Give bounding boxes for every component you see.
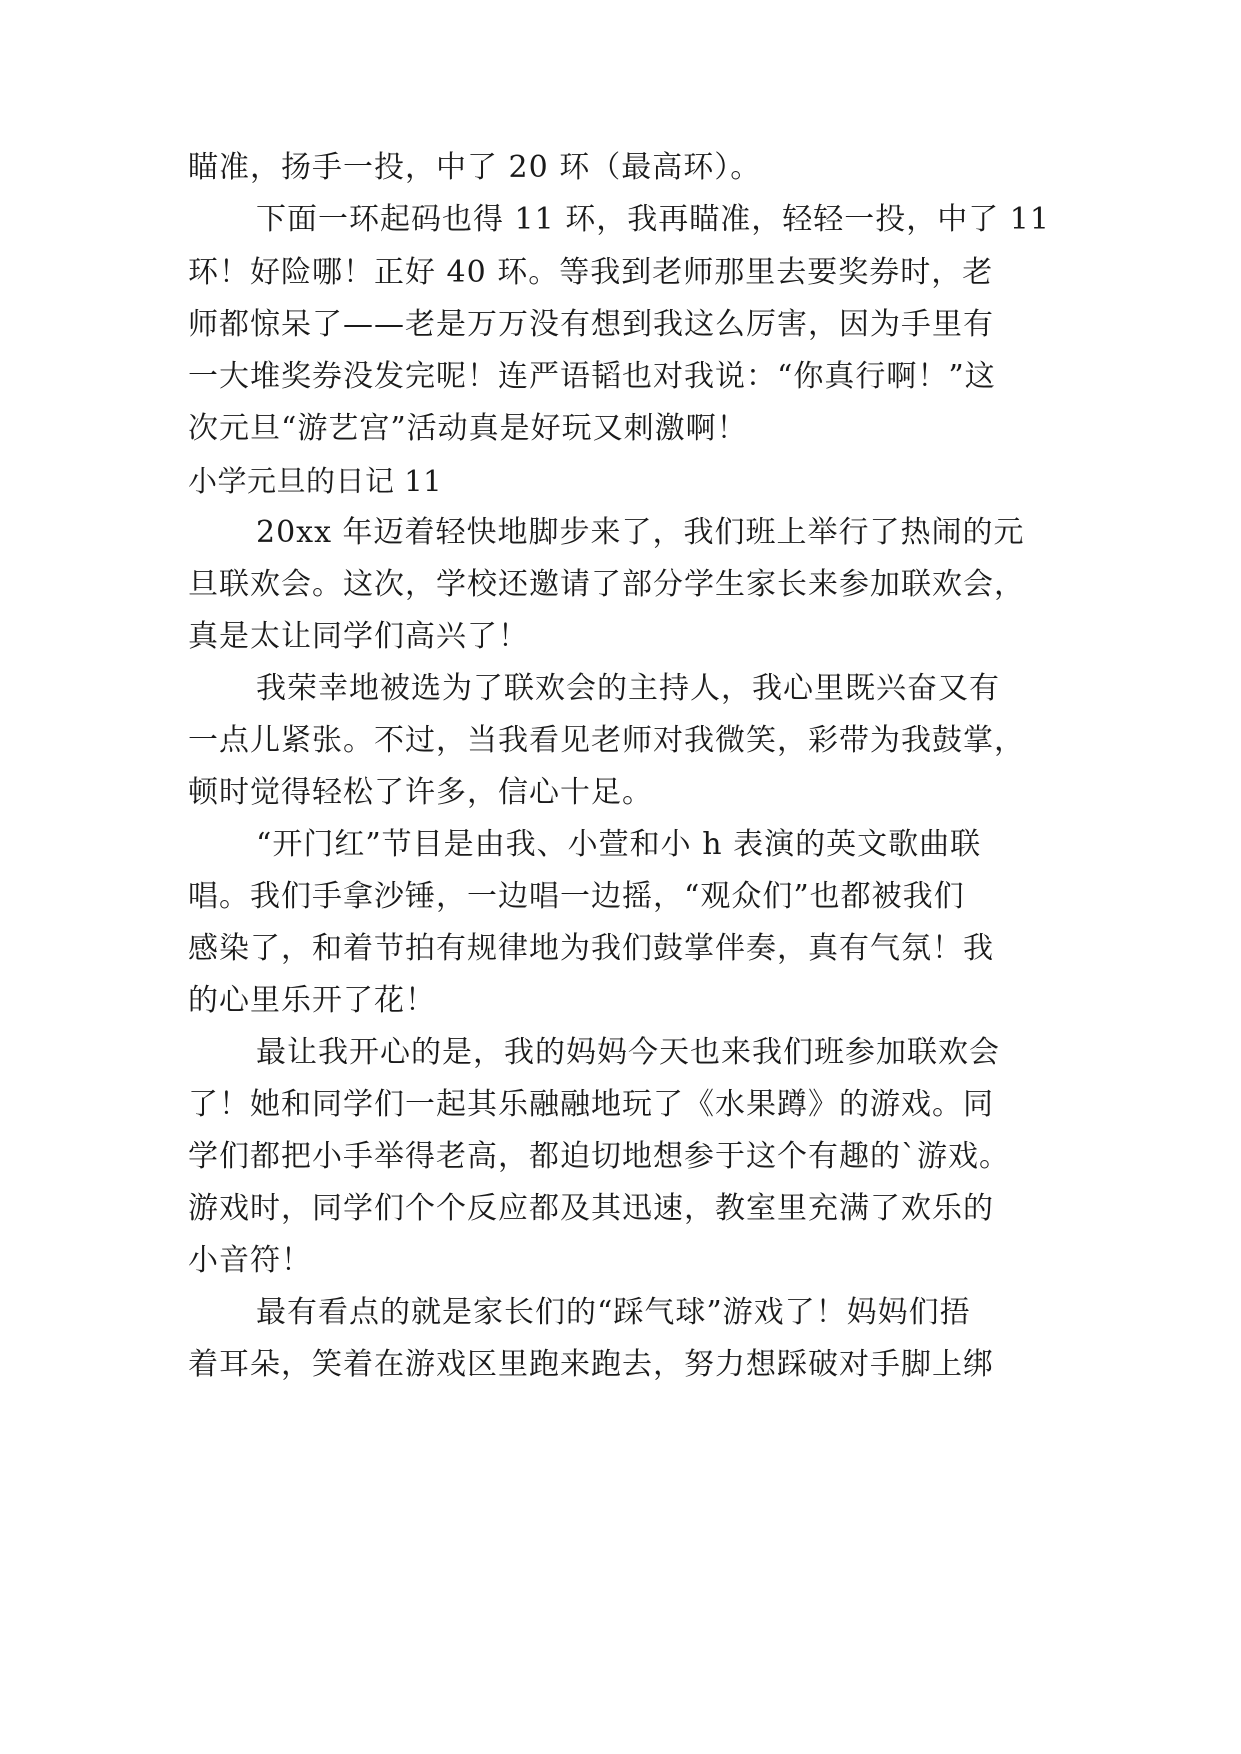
text-line: 我荣幸地被选为了联欢会的主持人，我心里既兴奋又有 — [256, 671, 1000, 706]
text-line: 真是太让同学们高兴了！ — [188, 619, 529, 654]
text-line: 游戏时，同学们个个反应都及其迅速，教室里充满了欢乐的 — [188, 1191, 994, 1226]
text-line: 一大堆奖券没发完呢！连严语韬也对我说：“你真行啊！”这 — [188, 359, 996, 394]
text-line: 顿时觉得轻松了许多，信心十足。 — [188, 775, 653, 810]
text-line: 感染了，和着节拍有规律地为我们鼓掌伴奏，真有气氛！我 — [188, 931, 994, 966]
text-line: 了！她和同学们一起其乐融融地玩了《水果蹲》的游戏。同 — [188, 1087, 994, 1122]
text-line: 瞄准，扬手一投，中了 20 环（最高环）。 — [188, 150, 762, 185]
text-line: 下面一环起码也得 11 环，我再瞄准，轻轻一投，中了 11 — [256, 202, 1050, 237]
section-heading: 小学元旦的日记 11 — [188, 464, 443, 498]
text-line: 师都惊呆了——老是万万没有想到我这么厉害，因为手里有 — [188, 307, 994, 342]
text-line: 环！好险哪！正好 40 环。等我到老师那里去要奖券时，老 — [188, 255, 994, 290]
text-line: 20xx 年迈着轻快地脚步来了，我们班上举行了热闹的元 — [256, 515, 1025, 550]
text-line: 最有看点的就是家长们的“踩气球”游戏了！妈妈们捂 — [256, 1295, 971, 1330]
text-line: 次元旦“游艺宫”活动真是好玩又刺激啊！ — [188, 411, 748, 446]
text-line: 的心里乐开了花！ — [188, 983, 436, 1018]
text-line: 旦联欢会。这次，学校还邀请了部分学生家长来参加联欢会， — [188, 567, 1025, 602]
text-line: 唱。我们手拿沙锤，一边唱一边摇，“观众们”也都被我们 — [188, 879, 965, 914]
text-line: 小音符！ — [188, 1243, 312, 1278]
text-line: 着耳朵，笑着在游戏区里跑来跑去，努力想踩破对手脚上绑 — [188, 1347, 994, 1382]
text-line: 学们都把小手举得老高，都迫切地想参于这个有趣的`游戏。 — [188, 1139, 1010, 1174]
text-line: “开门红”节目是由我、小萱和小 h 表演的英文歌曲联 — [256, 827, 982, 862]
text-line: 一点儿紧张。不过，当我看见老师对我微笑，彩带为我鼓掌， — [188, 723, 1025, 758]
text-line: 最让我开心的是，我的妈妈今天也来我们班参加联欢会 — [256, 1035, 1000, 1070]
